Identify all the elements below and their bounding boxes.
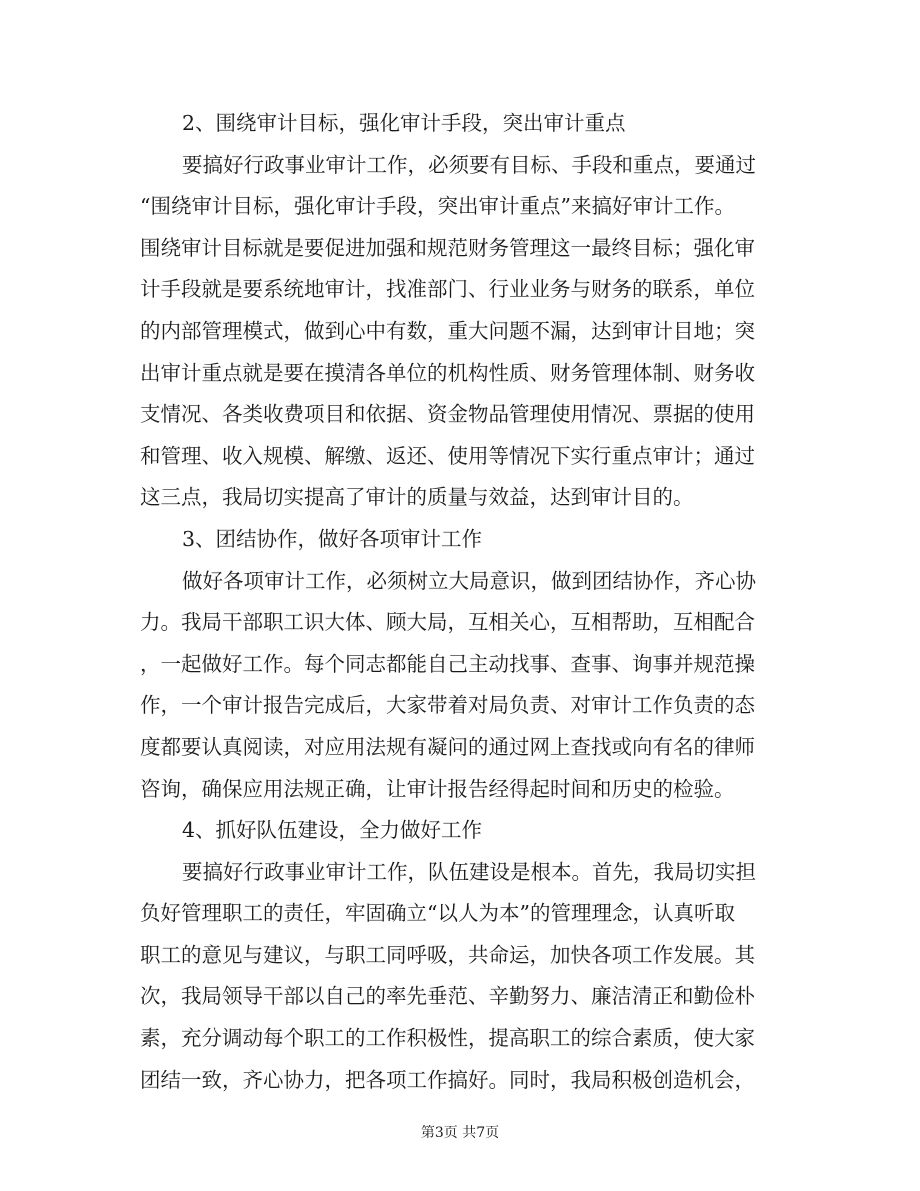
paragraph-line: 作，一个审计报告完成后，大家带着对局负责、对审计工作负责的态 xyxy=(140,693,755,718)
paragraph-line: 负好管理职工的责任，牢固确立“以人为本”的管理理念，认真听取 xyxy=(140,901,735,926)
paragraph-line: 团结一致，齐心协力，把各项工作搞好。同时，我局积极创造机会， xyxy=(140,1067,755,1092)
paragraph-line: 职工的意见与建议，与职工同呼吸，共命运，加快各项工作发展。其 xyxy=(140,942,755,967)
section-heading-3: 3、团结协作，做好各项审计工作 xyxy=(182,526,483,551)
paragraph-line: 围绕审计目标就是要促进加强和规范财务管理这一最终目标；强化审 xyxy=(140,235,755,260)
paragraph-line: 做好各项审计工作，必须树立大局意识，做到团结协作，齐心协 xyxy=(182,568,756,593)
paragraph-line: 咨询，确保应用法规正确，让审计报告经得起时间和历史的检验。 xyxy=(140,776,735,801)
paragraph-line: 出审计重点就是要在摸清各单位的机构性质、财务管理体制、财务收 xyxy=(140,360,755,385)
paragraph-line: 次，我局领导干部以自己的率先垂范、辛勤努力、廉洁清正和勤俭朴 xyxy=(140,984,755,1009)
paragraph-line: 的内部管理模式，做到心中有数，重大问题不漏，达到审计目地；突 xyxy=(140,318,755,343)
paragraph-line: 素，充分调动每个职工的工作积极性，提高职工的综合素质，使大家 xyxy=(140,1026,755,1051)
paragraph-line: 支情况、各类收费项目和依据、资金物品管理使用情况、票据的使用 xyxy=(140,402,755,427)
paragraph-line: 要搞好行政事业审计工作，必须要有目标、手段和重点，要通过 xyxy=(182,152,756,177)
paragraph-line: “围绕审计目标，强化审计手段，突出审计重点”来搞好审计工作。 xyxy=(140,194,735,219)
paragraph-line: ，一起做好工作。每个同志都能自己主动找事、查事、询事并规范操 xyxy=(140,651,755,676)
document-body xyxy=(140,103,780,1101)
paragraph-line: 这三点，我局切实提高了审计的质量与效益，达到审计目的。 xyxy=(140,485,694,510)
paragraph-line: 度都要认真阅读，对应用法规有凝问的通过网上查找或向有名的律师 xyxy=(140,734,755,759)
paragraph-line: 计手段就是要系统地审计，找准部门、行业业务与财务的联系，单位 xyxy=(140,277,755,302)
paragraph-line: 力。我局干部职工识大体、顾大局，互相关心，互相帮助，互相配合 xyxy=(140,610,755,635)
paragraph-line: 要搞好行政事业审计工作，队伍建设是根本。首先，我局切实担 xyxy=(182,859,756,884)
section-heading-2: 2、围绕审计目标，强化审计手段，突出审计重点 xyxy=(182,111,626,135)
paragraph-line: 和管理、收入规模、解缴、返还、使用等情况下实行重点审计；通过 xyxy=(140,443,755,468)
page-number-footer: 第3页 共7页 xyxy=(420,1125,500,1141)
section-heading-4: 4、抓好队伍建设，全力做好工作 xyxy=(182,818,483,843)
